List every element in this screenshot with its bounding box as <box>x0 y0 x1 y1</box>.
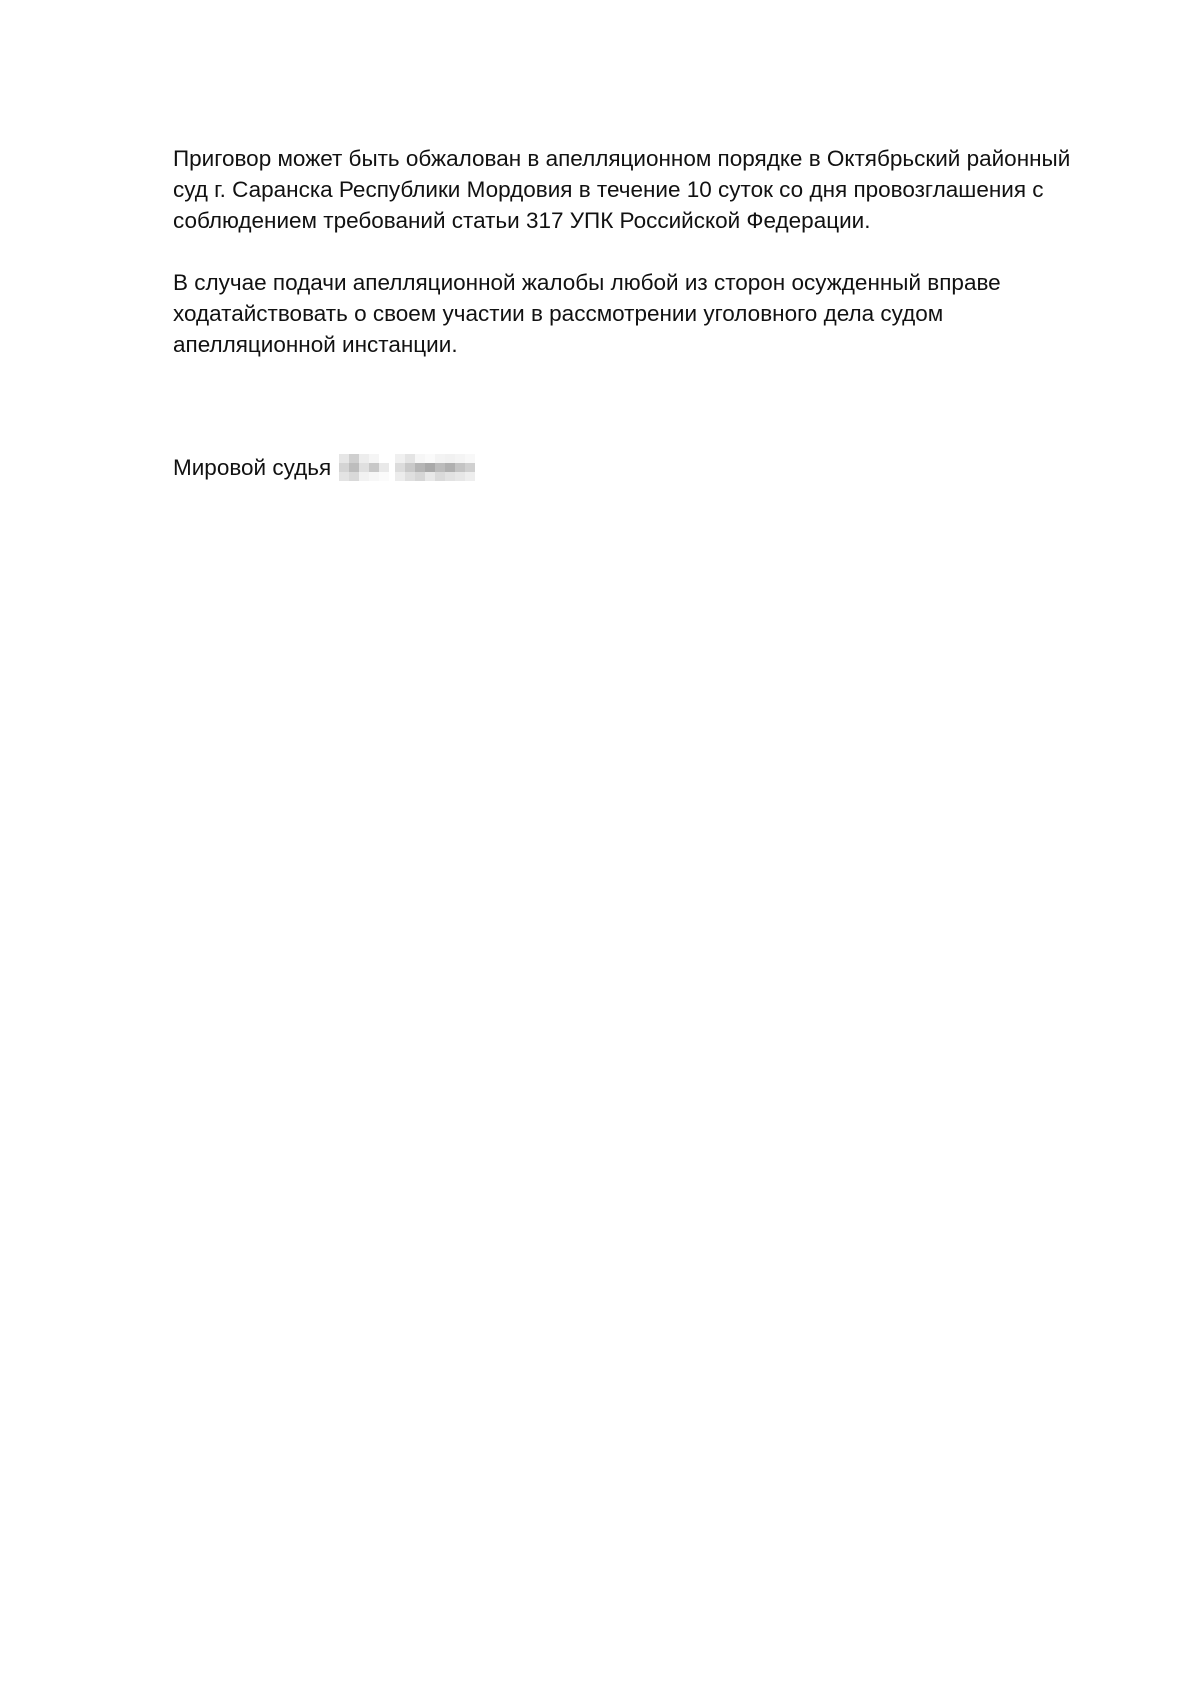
redacted-surname-block <box>395 454 475 481</box>
document-body <box>173 143 1113 391</box>
signature-line <box>173 452 481 483</box>
appeal-paragraph: Приговор может быть обжалован в апелляционном порядке в Октябрьский районный суд г. Саранска Республики Мордовия в течение 10 суток со дня провозглашения с соблюдением требований статьи 317 УПК Российской Федерации. <box>173 146 1071 233</box>
signature-label: Мировой судья <box>173 455 332 480</box>
participation-paragraph: В случае подачи апелляционной жалобы любой из сторон осужденный вправе ходатайствовать о своем участии в рассмотрении уголовного дела судом апелляционной инстанции. <box>173 270 1001 357</box>
redacted-name <box>339 454 481 482</box>
redacted-initials-block <box>339 454 389 481</box>
